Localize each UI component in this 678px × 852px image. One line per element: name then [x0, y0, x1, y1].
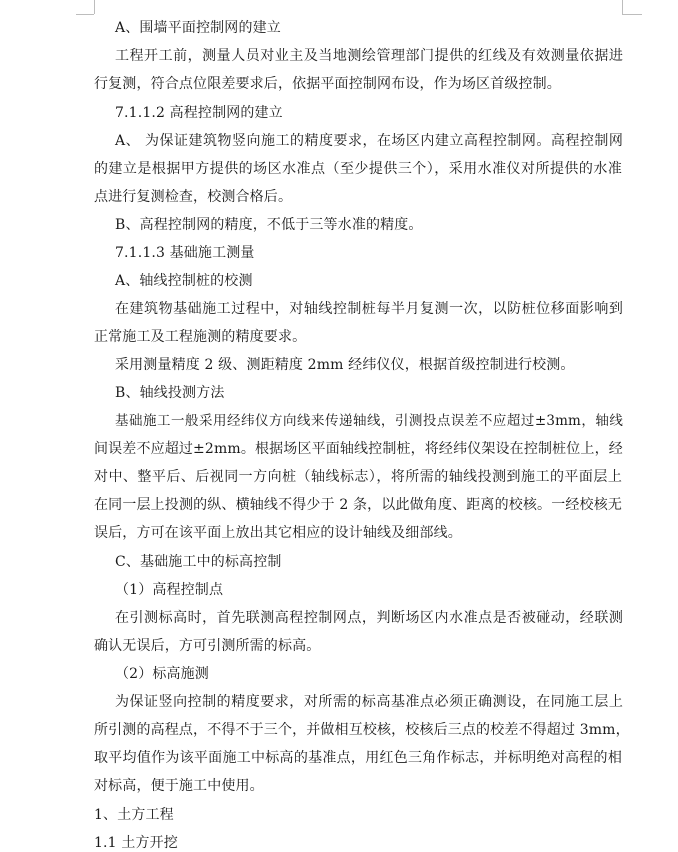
paragraph-line: 在引测标高时，首先联测高程控制网点，判断场区内水准点是否被碰动，经联测	[115, 610, 623, 626]
paragraph-line: 在建筑物基础施工过程中，对轴线控制桩每半月复测一次，以防桩位移面影响到	[115, 301, 623, 317]
heading-a-wall-control-network: A、围墙平面控制网的建立	[115, 20, 281, 36]
paragraph-line: 误后，方可在该平面上放出其它相应的设计轴线及细部线。	[94, 525, 462, 541]
paragraph-line: 对中、整平后、后视同一方向桩（轴线标志），将所需的轴线投测到施工的平面层上	[94, 469, 622, 485]
paragraph-line: 行复测，符合点位限差要求后，依据平面控制网布设，作为场区首级控制。	[94, 76, 561, 92]
paragraph-line: 所引测的高程点，不得不于三个，并做相互校核，校核后三点的校差不得超过 3mm，	[94, 722, 630, 738]
crop-mark-top-right	[622, 14, 642, 15]
subheading-c-elevation-control: C、基础施工中的标高控制	[115, 554, 282, 570]
subheading-b-axis-projection: B、轴线投测方法	[115, 385, 225, 401]
paragraph-line: 在同一层上投测的纵、横轴线不得少于 2 条，以此做角度、距离的校核。一经校核无	[94, 497, 622, 513]
paragraph-line: A、 为保证建筑物竖向施工的精度要求，在场区内建立高程控制网。高程控制网	[115, 133, 623, 149]
section-heading-7-1-1-2: 7.1.1.2 高程控制网的建立	[115, 105, 283, 121]
subheading-a-axis-control: A、轴线控制桩的校测	[115, 273, 253, 289]
subheading-elevation-control-point: （1）高程控制点	[115, 582, 224, 598]
paragraph-line: 对标高，便于施工中使用。	[94, 778, 264, 794]
crop-mark-top-left	[94, 0, 95, 14]
paragraph-line: 的建立是根据甲方提供的场区水准点（至少提供三个），采用水准仪对所提供的水准	[94, 161, 622, 177]
paragraph-line: 间误差不应超过±2mm。根据场区平面轴线控制桩，将经纬仪架设在控制桩位上，经	[94, 441, 623, 457]
paragraph-line: 确认无误后，方可引测所需的标高。	[94, 638, 321, 654]
section-heading-earthwork: 1、土方工程	[94, 807, 174, 823]
crop-mark-top-left	[76, 14, 94, 15]
paragraph-line: 采用测量精度 2 级、测距精度 2mm 经纬仪仪，根据首级控制进行校测。	[115, 357, 575, 373]
paragraph-line: B、高程控制网的精度，不低于三等水准的精度。	[115, 217, 423, 233]
subheading-elevation-survey: （2）标高施测	[115, 666, 209, 682]
paragraph-line: 正常施工及工程施测的精度要求。	[94, 329, 307, 345]
paragraph-line: 取平均值作为该平面施工中标高的基准点，用红色三角作标志，并标明绝对高程的相	[94, 750, 622, 766]
crop-mark-top-right	[622, 0, 623, 14]
section-heading-excavation: 1.1 土方开挖	[94, 835, 178, 851]
paragraph-line: 为保证竖向控制的精度要求，对所需的标高基准点必须正确测设，在同施工层上	[115, 694, 623, 710]
paragraph-line: 工程开工前，测量人员对业主及当地测绘管理部门提供的红线及有效测量依据进	[115, 48, 623, 64]
section-heading-7-1-1-3: 7.1.1.3 基础施工测量	[115, 245, 255, 261]
paragraph-line: 基础施工一般采用经纬仪方向线来传递轴线，引测投点误差不应超过±3mm，轴线	[115, 413, 623, 429]
paragraph-line: 点进行复测检查，校测合格后。	[94, 189, 293, 205]
